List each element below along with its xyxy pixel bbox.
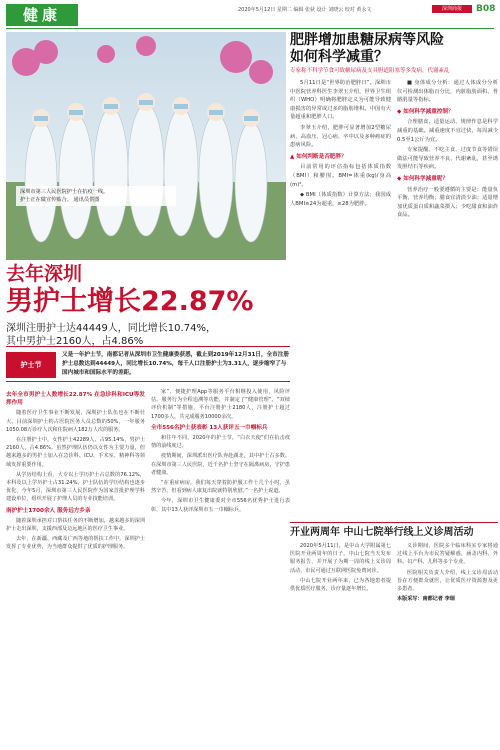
obesity-title-line-2: 如何科学减重？ xyxy=(290,49,388,65)
obesity-subheadline: 专家称不科学节食可致糖尿病及支具胆道阻塞等多发病，代谢紊乱 xyxy=(290,68,450,74)
edition-meta: 2020年5月12日 星期二 编辑 张荻 设计 刘晓云 校对 黄永文 xyxy=(238,7,372,13)
article-subheading: ▲ 如何判断是否肥胖？ xyxy=(290,153,347,160)
headline-title: 男护士增长22.87% xyxy=(6,286,254,317)
headline-kicker: 去年深圳 xyxy=(6,263,83,285)
lead-text: 又是一年护士节，南都记者从深圳市卫生健康委获悉，截止到2019年12月31日，全市注册护士总数达到44449人，同比增长10.74%，每千人口注册护士为3.31人，逐步缩窄了与国内城市和国际水平的差距。 xyxy=(62,352,289,376)
article-paragraph: 在注册护士中，女性护士42289人，占95.14%，男护士2160人，占4.86%。虽然护理队伍仍以女性为主要力量，但越来越多的男护士加入在急诊科、ICU、手术室、精神科等领域发挥重要作用。 xyxy=(6,437,145,468)
article-paragraph: 家”、便捷护理App等服务平台相继投入使用，风险评估、服务行为全程追溯等功能，并制定了“健康管理”、“双续评价机制”等措施，平台注册护士2180人，注册护士超过1700多人，共完成服务10000余次。 xyxy=(151,389,290,420)
article-paragraph: 和往年不同，2020年的护士节，“白衣天使”们在抗击疫情的前线度过。 xyxy=(151,435,290,450)
article-subheading: ◆ 如何科学减重呢？ xyxy=(397,175,448,182)
page-header xyxy=(0,0,500,30)
article-column xyxy=(397,542,498,603)
obesity-title-line-1: 肥胖增加患糖尿病等风险 xyxy=(290,32,444,48)
obesity-headline xyxy=(290,32,498,66)
article-paragraph: ◆ BMI（体质指数）计算方法；我国成人BMI≥24为超重，≥28为肥胖。 xyxy=(290,192,391,207)
article-paragraph: 目前常用的评估指标包括体质指数（BMI）和腰围。BMI=体重(kg)/身高(m)²。 xyxy=(290,164,391,188)
article-paragraph: 2020年5月11日，是中山大学附属第七医院开业两周年的日子。中山七院当天发布服务报告，并开展了为期一周的线上义诊周活动，市民可通过互联网医院免费问诊。 xyxy=(290,543,391,574)
section-title: 健康 xyxy=(6,4,78,26)
article-subheading: 全市556名护士获表彰 13人获评五一巾帼标兵 xyxy=(151,424,268,431)
article-paragraph: ■ 身体成分分析：通过人体成分分析仪可检测出体脂百分比，内脏脂肪面积、骨骼肌量等指标。 xyxy=(397,80,498,104)
caption-line-2: 护士正在做宣传贴合。 通讯员供图 xyxy=(20,197,100,203)
header-divider xyxy=(6,28,494,29)
page-number: B08 xyxy=(476,4,496,14)
photo-caption xyxy=(16,186,176,206)
article-paragraph: “在重症病房，我们每天穿着防护服工作十几个小时，虽然辛苦，但看到病人康复出院就特别欣慰。”一名护士说道。 xyxy=(151,480,290,495)
article-paragraph: 合理膳食、适量运动、规律作息是科学减重的基础。减重速度不宜过快，每周减少0.5至1公斤为宜。 xyxy=(397,119,498,143)
nurse-article-body xyxy=(6,388,290,746)
lead-label: 护士节 xyxy=(6,352,56,378)
article-paragraph: 医院相关负责人介绍，线上义诊周活动旨在方便群众就医，让优质医疗资源惠及更多患者。 xyxy=(397,569,498,593)
article-paragraph: 今年，深圳市卫生健康委对全市556名优秀护士进行表彰，其中13人获评深圳市五一巾帼标兵。 xyxy=(151,498,290,513)
event-headline: 开业两周年 中山七院举行线上义诊周活动 xyxy=(290,522,498,539)
article-subheading: 南护护士1700余人 服务远方乡亲 xyxy=(6,507,91,514)
article-paragraph: 随着医疗卫生事业不断发展，深圳护士队伍也在不断壮大。目前深圳护士约占医院医务人员总数的50%，一年服务1050.08万诊疗人次和住院病人182万人次的服务。 xyxy=(6,410,145,433)
subtitle-line-1: 深圳注册护士达44449人，同比增长10.74%， xyxy=(6,323,216,334)
article-column xyxy=(397,79,498,222)
main-headline xyxy=(6,262,296,348)
article-paragraph: 从学历结构上看，大专以上学历护士占总数的76.12%，本科及以上学历护士占31.24%，护士队伍的学历结构也逐步优化。今年5月，深圳市第三人民医院作为国家首批护理学科建设单位，组织开展了护理人员的专业技能培训。 xyxy=(6,471,145,503)
article-paragraph: 5月11日是“世界防治肥胖日”。深圳市中医院营养科医生李翠玉介绍，世界卫生组织（WHO）明确将肥胖定义为可能导致健康损害的异常或过多的脂肪堆积。中国有大量超重和肥胖人口。 xyxy=(290,80,391,121)
headline-subtitle xyxy=(6,322,296,348)
obesity-body xyxy=(290,79,498,222)
article-paragraph: 随着深圳承担对口帮扶任务的不断增加，越来越多的深圳护士走出深圳，支援西部及边远地区的医疗卫生事业。 xyxy=(6,517,145,533)
paper-tag: 深圳商报 xyxy=(432,5,472,13)
article-subheading: ◆ 如何科学减重控制？ xyxy=(397,108,454,115)
article-paragraph: 专家提醒，不吃主食、过度节食等错误做法可能导致营养不良、代谢紊乱，甚至诱发胆结石等疾病。 xyxy=(397,147,498,171)
article-column xyxy=(6,388,145,746)
article-paragraph: 去年，在新疆、西藏及广西等地的帮扶工作中，深圳护士发挥了专业优势，为当地群众提供了优质的护理服务。 xyxy=(6,536,145,551)
event-column-text xyxy=(397,542,498,593)
event-body xyxy=(290,542,498,603)
article-paragraph: 中山七院开业两年来，已为各地患者提供优质医疗服务，诊疗量逐年增长。 xyxy=(290,577,391,593)
nurses-photo xyxy=(6,32,286,260)
author-credit: 本版采写：南都记者 李瑞 xyxy=(397,596,455,603)
article-subheading: 去年全市男护士人数增长22.87% 在急诊科和ICU等发挥作用 xyxy=(6,392,145,407)
article-paragraph: 义诊期间，医院多个临床科室专家将通过线上平台为市民答疑解惑，涵盖内科、外科、妇产科、儿科等多个专业。 xyxy=(397,543,498,566)
nurses-photo-illustration xyxy=(6,32,286,260)
caption-line-1: 深圳市第三人民医院护士在抗疫一线。 xyxy=(20,189,109,195)
obesity-article xyxy=(290,32,498,520)
lead-paragraph xyxy=(6,346,290,382)
event-article xyxy=(290,522,498,746)
article-paragraph: 疫情期间，深圳派出医疗队奔赴湖北，其中护士占多数。在深圳市第三人民医院，近千名护士坚守在隔离病房，守护患者健康。 xyxy=(151,453,290,476)
article-paragraph: 李翠玉介绍，肥胖可显著增加2型糖尿病、高血压、冠心病、卒中以及多种癌症的患病风险。 xyxy=(290,124,391,149)
subtitle-line-2: 其中男护士2160人，占4.86% xyxy=(6,336,144,347)
article-paragraph: 营养治疗一般要遵循的主要是：能量负平衡，营养均衡；膳食宜清淡少油；适量增加优质蛋白质和蔬菜摄入；少吃甜食和油炸食品。 xyxy=(397,186,498,219)
article-column xyxy=(290,79,391,222)
article-column xyxy=(290,542,391,603)
article-column xyxy=(151,388,290,746)
